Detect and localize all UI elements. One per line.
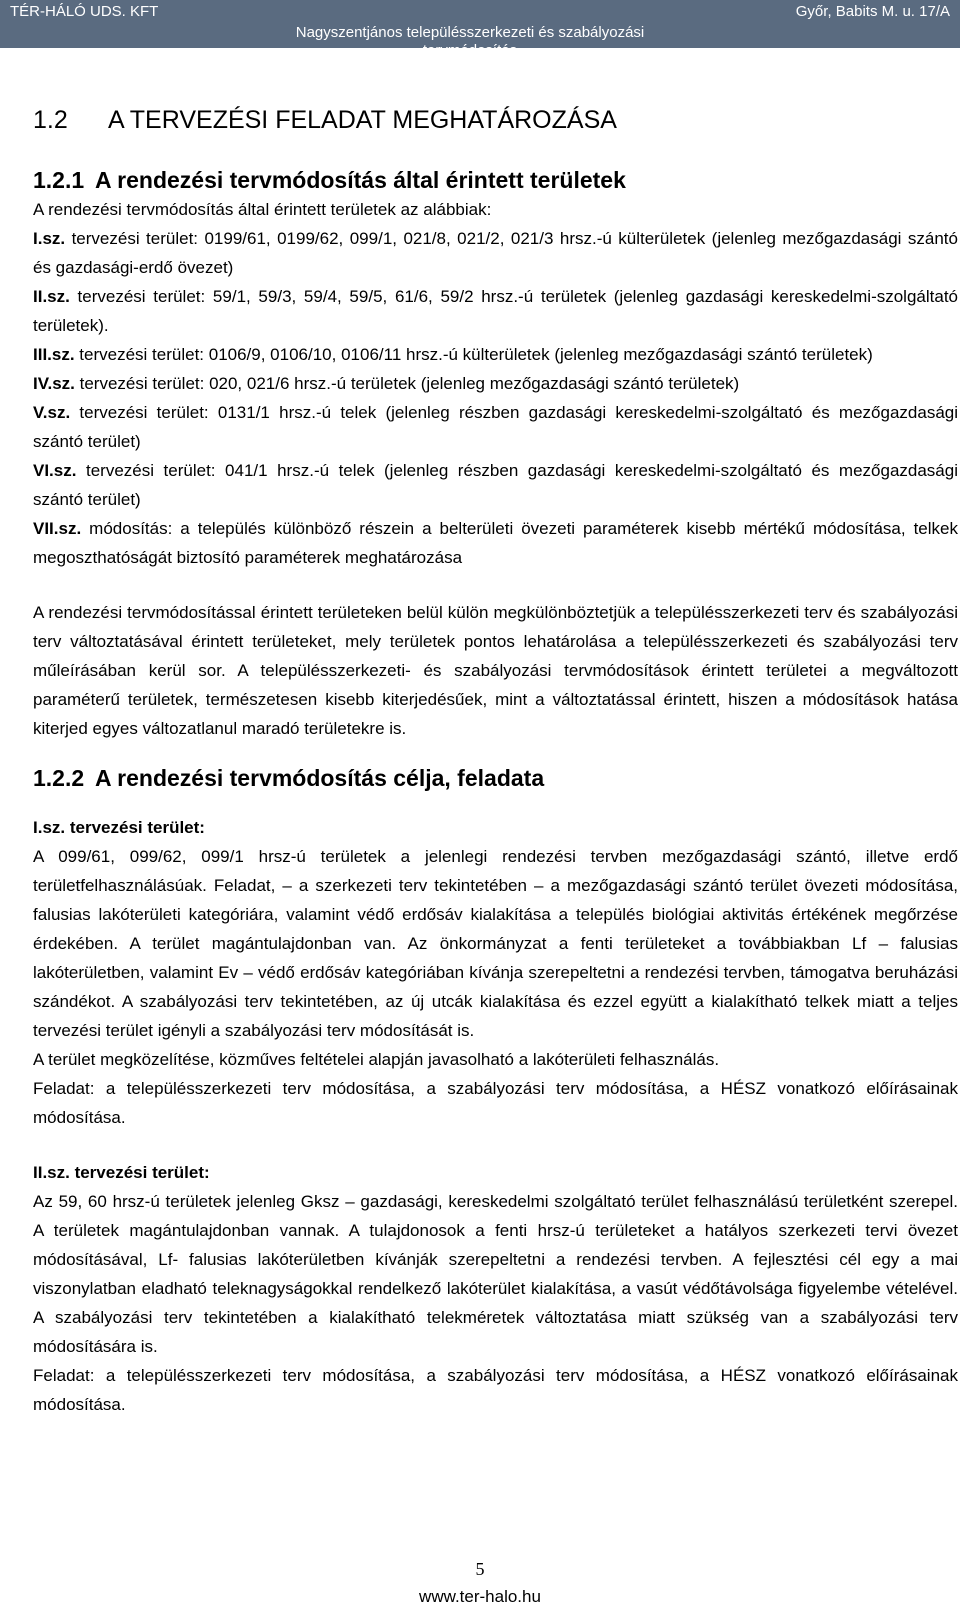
- item-text: tervezési terület: 041/1 hrsz.-ú telek (jelenleg részben gazdasági kereskedelmi-szolgáltató és mezőgazdasági szántó terület): [33, 461, 958, 509]
- item-label: VI.sz.: [33, 461, 77, 480]
- item-label: IV.sz.: [33, 374, 75, 393]
- page-header: [0, 0, 960, 59]
- section-title: A TERVEZÉSI FELADAT MEGHATÁROZÁSA: [108, 106, 617, 134]
- list-item: [33, 456, 958, 514]
- item-label: VII.sz.: [33, 519, 82, 538]
- footer-url: www.ter-halo.hu: [419, 1587, 541, 1606]
- body-paragraph: A 099/61, 099/62, 099/1 hrsz-ú területek a jelenlegi rendezési tervben mezőgazdasági szántó, illetve erdő területfelhasználásúak. Feladat, – a szerkezeti terv tekintetében – a mezőgazdasági szántó terület övezeti módosítása, falusias lakóterületi kategóriára, valamint védő erdősáv kialakítása a település biológiai aktivitás értékének megőrzése érdekében. A terület magántulajdonban van. Az önkormányzat a fenti területeket a továbbiakban Lf – falusias lakóterületben, valamint Ev – védő erdősáv kategóriában kívánja szerepeltetni a rendezési tervben, támogatva beruházási szándékot. A szabályozási terv tekintetében, az új utcák kialakítása és ezzel együtt a kialakítható telkek miatt a teljes tervezési terület igényli a szabályozási terv módosítását is.: [33, 847, 958, 1040]
- subsection-title: A rendezési tervmódosítás által érintett területek: [95, 167, 626, 193]
- list-item: [33, 398, 958, 456]
- document-subtitle: Nagyszentjános településszerkezeti és szabályozási tervmódosítás: [295, 24, 645, 59]
- item-label: I.sz.: [33, 229, 66, 248]
- body-paragraph: Feladat: a településszerkezeti terv módosítása, a szabályozási terv módosítása, a HÉSZ vonatkozó előírásainak módosítása.: [33, 1079, 958, 1127]
- section-number: 1.2: [33, 106, 68, 134]
- item-label: III.sz.: [33, 345, 75, 364]
- area-heading: I.sz. tervezési terület:: [33, 818, 205, 837]
- area-list: [33, 224, 958, 572]
- list-item: [33, 282, 958, 340]
- subsection-title: A rendezési tervmódosítás célja, feladata: [95, 765, 545, 791]
- area-heading: II.sz. tervezési terület:: [33, 1163, 210, 1182]
- company-address: Győr, Babits M. u. 17/A: [795, 3, 950, 20]
- item-text: tervezési terület: 020, 021/6 hrsz.-ú területek (jelenleg mezőgazdasági szántó területek): [74, 374, 740, 393]
- item-label: V.sz.: [33, 403, 71, 422]
- list-item: [33, 224, 958, 282]
- body-paragraph: A terület megközelítése, közműves feltételei alapján javasolható a lakóterületi felhasználás.: [33, 1050, 720, 1069]
- subsection-heading-1: [33, 165, 958, 195]
- subsection-heading-2: [33, 763, 958, 793]
- subsection-number: 1.2.2: [33, 765, 85, 791]
- body-paragraph: Az 59, 60 hrsz-ú területek jelenleg Gksz – gazdasági, kereskedelmi szolgáltató terület felhasználású területként szerepel. A területek magántulajdonban vannak. A tulajdonosok a fenti hrsz-ú területeket a hatályos szerkezeti tervi övezet módosításával, Lf- falusias lakóterületben kívánják szerepeltetni a rendezési tervben. A fejlesztési cél egy a mai viszonylatban eladható teleknagyságokkal rendelkező lakóterület kialakítása, a vasút védőtávolsága figyelembe vételével. A szabályozási terv tekintetében a kialakítható telekméretek változtatása miatt szükség van a szabályozási terv módosítására is.: [33, 1192, 958, 1356]
- body-paragraph: Feladat: a településszerkezeti terv módosítása, a szabályozási terv módosítása, a HÉSZ vonatkozó előírásainak módosítása.: [33, 1366, 958, 1414]
- list-item: [33, 340, 958, 369]
- intro-text: A rendezési tervmódosítás által érintett területek az alábbiak:: [33, 200, 492, 219]
- item-text: tervezési terület: 0131/1 hrsz.-ú telek (jelenleg részben gazdasági kereskedelmi-szolgáltató és mezőgazdasági szántó terület): [33, 403, 958, 451]
- page-number: 5: [475, 1559, 485, 1579]
- company-name: TÉR-HÁLÓ UDS. KFT: [10, 3, 159, 20]
- body-paragraph: A rendezési tervmódosítással érintett területeken belül külön megkülönböztetjük a településszerkezeti terv és szabályozási terv változtatásával érintett területeket, mely területek pontos lehatárolása a településszerkezeti és szabályozási terv műleírásában kerül sor. A településszerkezeti- és szabályozási tervmódosítások érintett területei a megváltozott paraméterű területek, természetesen kisebb kiterjedésűek, mint a változtatással érintett, hiszen a módosítások hatása kiterjed egyes változatlanul maradó területekre is.: [33, 603, 958, 738]
- document-body: [33, 100, 958, 1419]
- list-item: [33, 369, 958, 398]
- item-text: tervezési terület: 0106/9, 0106/10, 0106/11 hrsz.-ú külterületek (jelenleg mezőgazdasági szántó területek): [74, 345, 873, 364]
- section-heading: [33, 105, 958, 135]
- item-text: tervezési terület: 59/1, 59/3, 59/4, 59/5, 61/6, 59/2 hrsz.-ú területek (jelenleg gazdasági kereskedelmi-szolgáltató területek).: [33, 287, 958, 335]
- item-text: tervezési terület: 0199/61, 0199/62, 099/1, 021/8, 021/2, 021/3 hrsz.-ú külterületek (jelenleg mezőgazdasági szántó és gazdasági-erdő övezet): [33, 229, 958, 277]
- list-item: [33, 514, 958, 572]
- item-label: II.sz.: [33, 287, 70, 306]
- item-text: módosítás: a település különböző részein a belterületi övezeti paraméterek kisebb mértékű módosítása, telkek megoszthatóságát biztosító paraméterek meghatározása: [33, 519, 958, 567]
- subsection-number: 1.2.1: [33, 167, 85, 193]
